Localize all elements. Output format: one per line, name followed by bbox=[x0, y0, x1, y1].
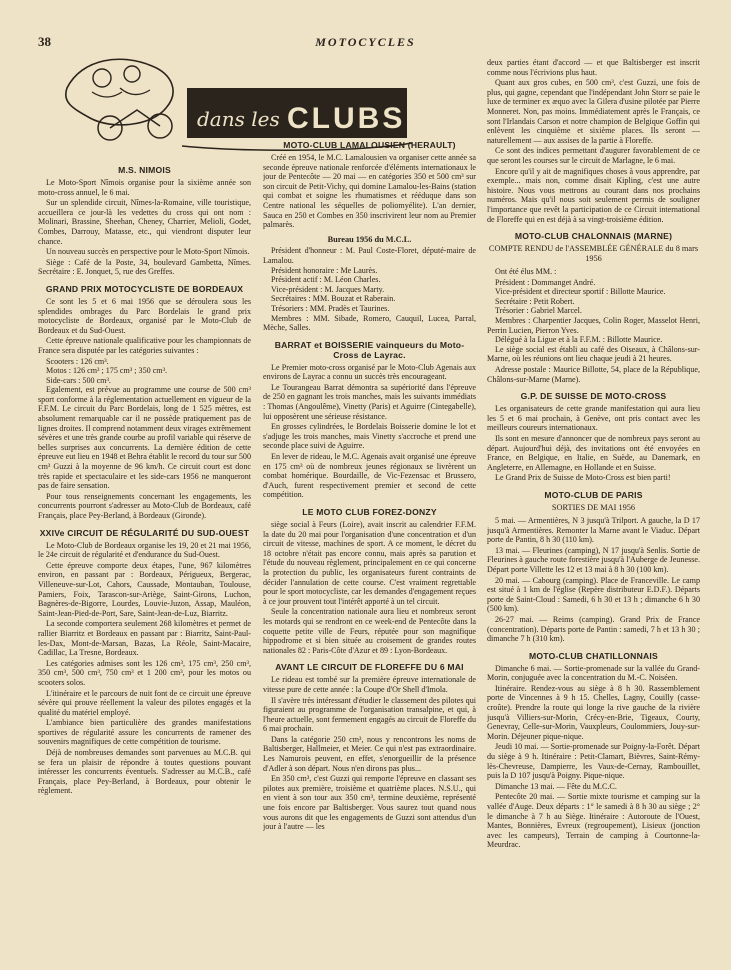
chatillon-title: MOTO-CLUB CHATILLONNAIS bbox=[529, 650, 658, 661]
chatillon-paragraph: Dimanche 6 mai. — Sortie-promenade sur la vallée du Grand-Morin, conjuguée avec la concentration du M.-C. Noiséen. bbox=[487, 663, 700, 683]
list-item: Side-cars : 500 cm³. bbox=[46, 375, 111, 385]
regularite-paragraph: Les catégories admises sont les 126 cm³, 175 cm³, 250 cm³, 350 cm³, 500 cm³, 750 cm³ et 1 200 cm³, pour les motos ou scooters solos. bbox=[38, 658, 251, 687]
list-item: Motos : 126 cm³ ; 175 cm³ ; 350 cm³. bbox=[46, 366, 168, 376]
paris-paragraph: 13 mai. — Fleurines (camping), N 17 jusqu'à Senlis. Sortie de Fleurines à gauche route forestière jusqu'à l'Auberge de Jeunesse. Départ porte Villette les 12 et 13 mai à 8 h 30 (100 km). bbox=[487, 545, 700, 574]
suisse-paragraph: Le Grand Prix de Suisse de Moto-Cross est bien parti! bbox=[495, 473, 671, 483]
chalons-subtitle: COMPTE RENDU de l'ASSEMBLÉE GÉNÉRALE du 8 mars 1956 bbox=[488, 244, 699, 264]
bordeaux-paragraph: Pour tous renseignements concernant les engagements, les concurrents pourront s'adresser au Moto-Club de Bordeaux, café Français, place Pey-Berland, à Bordeaux (Gironde). bbox=[38, 491, 251, 520]
column-3 bbox=[487, 58, 700, 962]
list-item: Secrétaire : Petit Robert. bbox=[495, 296, 575, 306]
list-item: Délégué à la Ligue et à la F.F.M. : Billotte Maurice. bbox=[495, 335, 663, 345]
bordeaux-categories bbox=[38, 357, 251, 386]
list-item: Président honoraire : Me Laurès. bbox=[271, 265, 378, 275]
paris-paragraph: 20 mai. — Cabourg (camping). Place de Franceville. Le camp est situé à 1 km de l'église (Repère distributeur E.D.F.). Départs porte de Saint-Cloud : Samedi, 6 h 30 et 13 h ; dimanche 6 h 30 (500 km). bbox=[487, 575, 700, 614]
column-1 bbox=[38, 158, 251, 962]
article-columns bbox=[38, 58, 705, 962]
nimois-paragraph: Siège : Café de la Poste, 34, boulevard Gambetta, Nîmes. Secrétaire : E. Jonquet, 5, rue des Greffes. bbox=[38, 257, 251, 277]
list-item: Président actif : M. Léon Charles. bbox=[271, 275, 381, 285]
nimois-paragraph: Sur un splendide circuit, Nîmes-la-Romaine, ville touristique, accueillera ce jour-là les vedettes du cross qui ont nom : Molinari, Brassine, Sheehan, Cheney, Charrier, Melioli, Godet, Combes, Darrouy, Matasse, etc., qui viendront disputer leur chance. bbox=[38, 198, 251, 246]
list-item: Président d'honneur : M. Paul Coste-Floret, député-maire de Lamalou. bbox=[263, 246, 476, 265]
bureau-list bbox=[263, 246, 476, 332]
paris-paragraph: 26-27 mai. — Reims (camping). Grand Prix de France (concentration). Départs porte de Pantin : samedi, 7 h et 13 h 30 ; dimanche 7 h (310 km). bbox=[487, 614, 700, 644]
bordeaux-paragraph: Cette épreuve nationale qualificative pour les championnats de France sera disputée par les catégories suivantes : bbox=[38, 336, 251, 355]
list-item: Trésoriers : MM. Pradès et Taurines. bbox=[271, 303, 390, 313]
list-item: Vice-président : M. Jacques Marty. bbox=[271, 284, 385, 294]
chalons-paragraph: Adresse postale : Maurice Billotte, 54, place de la République, Châlons-sur-Marne (Marne). bbox=[487, 365, 700, 384]
barrat-title: BARRAT et BOISSERIE vainqueurs du Moto-Cross de Layrac. bbox=[274, 339, 465, 360]
chalons-paragraph: Le siège social est établi au café des Oiseaux, à Châlons-sur-Marne, où les réunions ont lieu chaque jeudi à 21 heures. bbox=[487, 344, 700, 364]
floreffe-continued-paragraph: Ce sont des indices permettant d'augurer favorablement de ce que seront les courses sur le circuit de Marlagne, le 6 mai. bbox=[487, 146, 700, 165]
lamalou-title: MOTO-CLUB LAMALOUSIEN (HERAULT) bbox=[283, 140, 456, 150]
forez-paragraph: Seule la concentration nationale aura lieu et nombreux seront les motards qui se rendront en ce week-end de Pentecôte dans la coquette petite ville de Feurs, réputée pour son magnifique hippodrome et si bien située au croisement de grandes routes nationales 82 : Paris-Côte d'Azur et 89 : Lyon-Bordeaux. bbox=[263, 607, 476, 655]
chalons-title: MOTO-CLUB CHALONNAIS (MARNE) bbox=[514, 231, 673, 242]
chatillon-paragraph: Pentecôte 20 mai. — Sortie mixte tourisme et camping sur la vallée d'Auge. Deux départs : 1° le samedi à 8 h 30 au siège ; 2° le dimanche à 7 h au Siège. Itinéraire : Autoroute de l'Ouest, Mantes, Bonnières, Evreux (regroupement), Lisieux (jonction avec les campeurs), Terrain de camping à Courtonne-la-Meurdrac. bbox=[487, 792, 700, 850]
masthead: MOTOCYCLES bbox=[315, 35, 416, 49]
regularite-paragraph: Déjà de nombreuses demandes sont parvenues au M.C.B. qui se fera un plaisir de répondre à toutes questions pouvant intéresser les concurrents éventuels. S'adresser au M.C.B., café Français, place Pey-Berland, à Bordeaux, pour obtenir le règlement. bbox=[38, 748, 251, 796]
suisse-paragraph: Ils sont en mesure d'annoncer que de nombreux pays seront au départ. Aujourd'hui déjà, des invitations ont été envoyées en France, en Belgique, en Italie, en Suède, au Danemark, en Angleterre, en Allemagne, en Hollande et en Suisse. bbox=[487, 434, 700, 472]
list-item: Secrétaires : MM. Bouzat et Raberain. bbox=[271, 294, 396, 304]
suisse-paragraph: Les organisateurs de cette grande manifestation qui aura lieu les 5 et 6 mai prochain, à Genève, ont pris contact avec les meilleurs coureurs internationaux. bbox=[487, 404, 700, 433]
regularite-paragraph: L'itinéraire et le parcours de nuit font de ce circuit une épreuve sévère qui prouve réellement la valeur des pilotes engagés et la qualité du matériel employé. bbox=[38, 688, 251, 717]
barrat-paragraph: En grosses cylindrées, le Bordelais Boisserie domine le lot et s'adjuge les trois manches, mais Vinetty s'accroche et prend une seconde place suivi de Aguirre. bbox=[263, 422, 476, 451]
barrat-paragraph: Le Tourangeau Barrat démontra sa supériorité dans l'épreuve de 250 en gagnant les trois manches, mais les suivants immédiats : Thomas (Angoulême), Vinetty (Paris) et Aguirre (Cintegabelle), lui opposèrent une sérieuse résistance. bbox=[263, 382, 476, 421]
list-item: Membres : MM. Sibade, Romero, Cauquil, Lucea, Parral, Mèche, Salles. bbox=[263, 313, 476, 333]
chalons-intro: Ont été élus MM. : bbox=[495, 267, 557, 277]
list-item: Scooters : 126 cm³. bbox=[46, 356, 109, 366]
forez-paragraph: siège social à Feurs (Loire), avait inscrit au calendrier F.F.M. la date du 20 mai pour l'organisation d'une concentration et d'un circuit de vitesse, machines de sport. A ce moment, le décret du 18 octobre n'était pas encore connu, mais après sa parution et l'étude du nouveau règlement, principalement en ce qui concerne la protection du public, les organisateurs furent contraints de décider l'annulation de cette course. C'est vraiment regrettable pour le sport motocycliste, car les demandes d'engagement reçues à ce jour prouvent tout l'intérêt apporté à un tel circuit. bbox=[263, 520, 476, 606]
regularite-paragraph: L'ambiance bien particulière des grandes manifestations sportives de régularité assure les concurrents de ramener des souvenirs magnifiques de cette compétition de tourisme. bbox=[38, 718, 251, 747]
bordeaux-title: GRAND PRIX MOTOCYCLISTE DE BORDEAUX bbox=[45, 283, 244, 294]
paris-paragraph: 5 mai. — Armentières, N 3 jusqu'à Trilport. A gauche, la D 17 jusqu'à Armentières. Remonter la Marne avant le Viaduc. Départ porte de Pantin, 8 h 30 (110 km). bbox=[487, 515, 700, 545]
floreffe-continued-paragraph: Encore qu'il y ait de magnifiques choses à vous apprendre, par exemple... mais non, comme disait Kipling, c'est une autre histoire. Nous vous mettrons au courant dans nos prochains numéros. Mais qu'il nous soit seulement permis de souligner l'importance que revêt la participation de ce Circuit international de Floreffe qui en est déjà à sa vingt-troisième édition. bbox=[487, 166, 700, 224]
list-item: Président : Dommanget André. bbox=[495, 277, 596, 287]
banner-dans-text: dans les bbox=[197, 107, 280, 131]
nimois-title: M.S. NIMOIS bbox=[118, 165, 171, 175]
paris-subtitle: SORTIES DE MAI 1956 bbox=[551, 502, 636, 512]
floreffe-continued-paragraph: deux parties étant d'accord — et que Baltisberger est inscrit comme nous l'écrivions plus haut. bbox=[487, 58, 700, 77]
floreffe-continued-paragraph: Quant aux gros cubes, en 500 cm³, c'est Guzzi, une fois de plus, qui gagne, cependant que l'indépendant John Storr se paie le luxe de terminer ex æquo avec la Gilera d'usine pilotée par Pierre Monneret. Non, pas moins. Immédiatement après le Français, ce sont l'Irlandais Carson et notre champion de Belgique Goffin qui enlèvent les cinquième et sixième places. Ils seront — naturellement — aux assises de la partie à Floreffe. bbox=[487, 78, 700, 145]
suisse-title: G.P. DE SUISSE DE MOTO-CROSS bbox=[520, 391, 667, 402]
list-item: Trésorier : Gabriel Marcel. bbox=[495, 306, 582, 316]
barrat-paragraph: Le Premier moto-cross organisé par le Moto-Club Agenais aux environs de Layrac a connu un succès très encourageant. bbox=[263, 362, 476, 382]
floreffe-paragraph: Il s'avère très intéressant d'étudier le classement des pilotes qui figuraient au programme de l'organisation transalpine, et qui, à l'heure actuelle, sont fermement engagés au circuit de Floreffe du 6 mai prochain. bbox=[263, 695, 476, 734]
page-number: 38 bbox=[38, 34, 51, 49]
floreffe-title: AVANT LE CIRCUIT DE FLOREFFE DU 6 MAI bbox=[275, 662, 464, 673]
nimois-paragraph: Le Moto-Sport Nîmois organise pour la sixième année son moto-cross annuel, le 6 mai. bbox=[38, 178, 251, 197]
floreffe-paragraph: En 350 cm³, c'est Guzzi qui remporte l'épreuve en classant ses pilotes aux première, troisième et quatrième places. N.S.U., qui en vient à son tour aux 350 cm³, termine deuxième, représenté une fois encore par Baltisberger. Vous saurez tout quand nous vous aurons dit que les engagements de Guzzi sont attendus d'un jour à l'autre — les bbox=[263, 774, 476, 832]
floreffe-paragraph: Le rideau est tombé sur la première épreuve internationale de vitesse pure de cette année : la Coupe d'Or Shell d'Imola. bbox=[263, 675, 476, 694]
paris-title: MOTO-CLUB DE PARIS bbox=[544, 489, 643, 500]
banner-clubs-text: CLUBS bbox=[287, 102, 406, 135]
bordeaux-paragraph: Ce sont les 5 et 6 mai 1956 que se déroulera sous les splendides ombrages du Parc Bordelais le grand prix motocycliste de Bordeaux, organisé par le Moto-Club de Bordeaux et du Sud-Ouest. bbox=[38, 296, 251, 335]
chatillon-paragraph: Itinéraire. Rendez-vous au siège à 8 h 30. Rassemblement porte de Vincennes à 9 h 15. Chelles, Lagny, Couilly (casse-croûte). Prendre la route qui longe la rive gauche de la rivière jusqu'à Villiers-sur-Morin, Crécy-en-Brie, Tigeaux, Courty, Genevray, Celle-sur-Morin, Vauxpleurs, Coulommiers, Jouy-sur-Morin. Déjeuner pique-nique. bbox=[487, 683, 700, 741]
regularite-paragraph: La seconde comportera seulement 268 kilomètres et permet de rallier Biarritz et Bordeaux en passant par : Biarritz, Saint-Paul-les-Dax, Mont-de-Marsan, Bazas, La Réole, Saint-Macaire, Cadillac, La Tresne, Bordeaux. bbox=[38, 619, 251, 658]
lamalou-paragraph: Créé en 1954, le M.C. Lamalousien va organiser cette année sa seconde épreuve nationale renforcée d'éléments internationaux le jour de Pentecôte — 20 mai — en catégories 350 et 500 cm³ sur son circuit de Petit-Vichy, qui domine Lamalou-les-Bains (station qui combat et soigne les rhumatismes et rééduque dans son Centre national les séquelles de poliomyélite). L'an dernier, Sauca en 250 et Combes en 350 inscrivirent leur nom au Premier palmarès. bbox=[263, 153, 476, 230]
chatillon-paragraph: Dimanche 13 mai. — Fête du M.C.C. bbox=[495, 781, 617, 791]
list-item: Vice-président et directeur sportif : Billotte Maurice. bbox=[495, 287, 666, 297]
nimois-paragraph: Un nouveau succès en perspective pour le Moto-Sport Nîmois. bbox=[46, 247, 250, 257]
chalons-list bbox=[487, 278, 700, 345]
chatillon-paragraph: Jeudi 10 mai. — Sortie-promenade sur Poigny-la-Forêt. Départ du siège à 9 h. Itinéraire : Petit-Clamart, Bièvres, Saint-Rémy-lès-Chevreuse, Dampierre, les Vaux-de-Cernay, Rambouillet, puis la D 107 jusqu'à Poigny. Pique-nique. bbox=[487, 742, 700, 781]
bordeaux-paragraph: Egalement, est prévue au programme une course de 500 cm³ sport conforme à la réglementation actuellement en vigueur de la F.F.M. Le circuit du Parc Bordelais, long de 1 525 mètres, est absolument remarquable car il ne possède pratiquement pas de lignes droites. Il comprend notamment deux virages extrêmement sévères et une très grande courbe au profil variable qui réserve de belles surprises aux concurrents. La dernière édition de cette épreuve eut lieu en 1948 et Behra établit le record du tour sur 500 cm³ Guzzi à la moyenne de 96 km/h. Ce circuit court est donc très rapide et spectaculaire et les side-cars 1956 ne manqueront pas de faire sensation. bbox=[38, 385, 251, 491]
list-item: Membres : Charpentier Jacques, Colin Roger, Masselot Henri, Perrin Lucien, Pierron Yves. bbox=[487, 316, 700, 335]
forez-title: LE MOTO CLUB FOREZ-DONZY bbox=[302, 507, 437, 517]
barrat-paragraph: En lever de rideau, le M.C. Agenais avait organisé une épreuve en 175 cm³ où de nombreux jeunes régionaux se livrèrent un combat homérique. Bourdaille, de Vic-Fezensac et Brussero, d'Auch, furent respectivement premier et second de cette compétition. bbox=[263, 452, 476, 500]
bureau-title: Bureau 1956 du M.C.L. bbox=[327, 234, 412, 244]
regularite-paragraph: Cette épreuve comporte deux étapes, l'une, 967 kilomètres environ, en passant par : Bordeaux, Périgueux, Bergerac, Villeneuve-sur-Lot, Cahors, Caussade, Montauban, Toulouse, Pamiers, Foix, Tarascon-sur-Ariège, Saint-Girons, Luchon, Bagnères-de-Bigorre, Lourdes, Louvie-Juzon, Assap, Mauléon, Saint-Jean-Pied-de-Port, Sare, Saint-Jean-de-Luz, Biarritz. bbox=[38, 560, 251, 618]
floreffe-paragraph: Dans la catégorie 250 cm³, nous y rencontrons les noms de Baltisberger, Hallmeier, et Meier. Ce qui n'est pas extraordinaire. Les Namurois peuvent, en effet, s'enorgueillir de la présence d'Adler à son départ. Nous n'en dirons pas plus... bbox=[263, 734, 476, 773]
column-2 bbox=[263, 133, 476, 962]
regularite-title: XXIVe CIRCUIT DE RÉGULARITÉ DU SUD-OUEST bbox=[39, 527, 250, 538]
regularite-paragraph: Le Moto-Club de Bordeaux organise les 19, 20 et 21 mai 1956, le 24e circuit de régularité et d'endurance du Sud-Ouest. bbox=[38, 540, 251, 560]
